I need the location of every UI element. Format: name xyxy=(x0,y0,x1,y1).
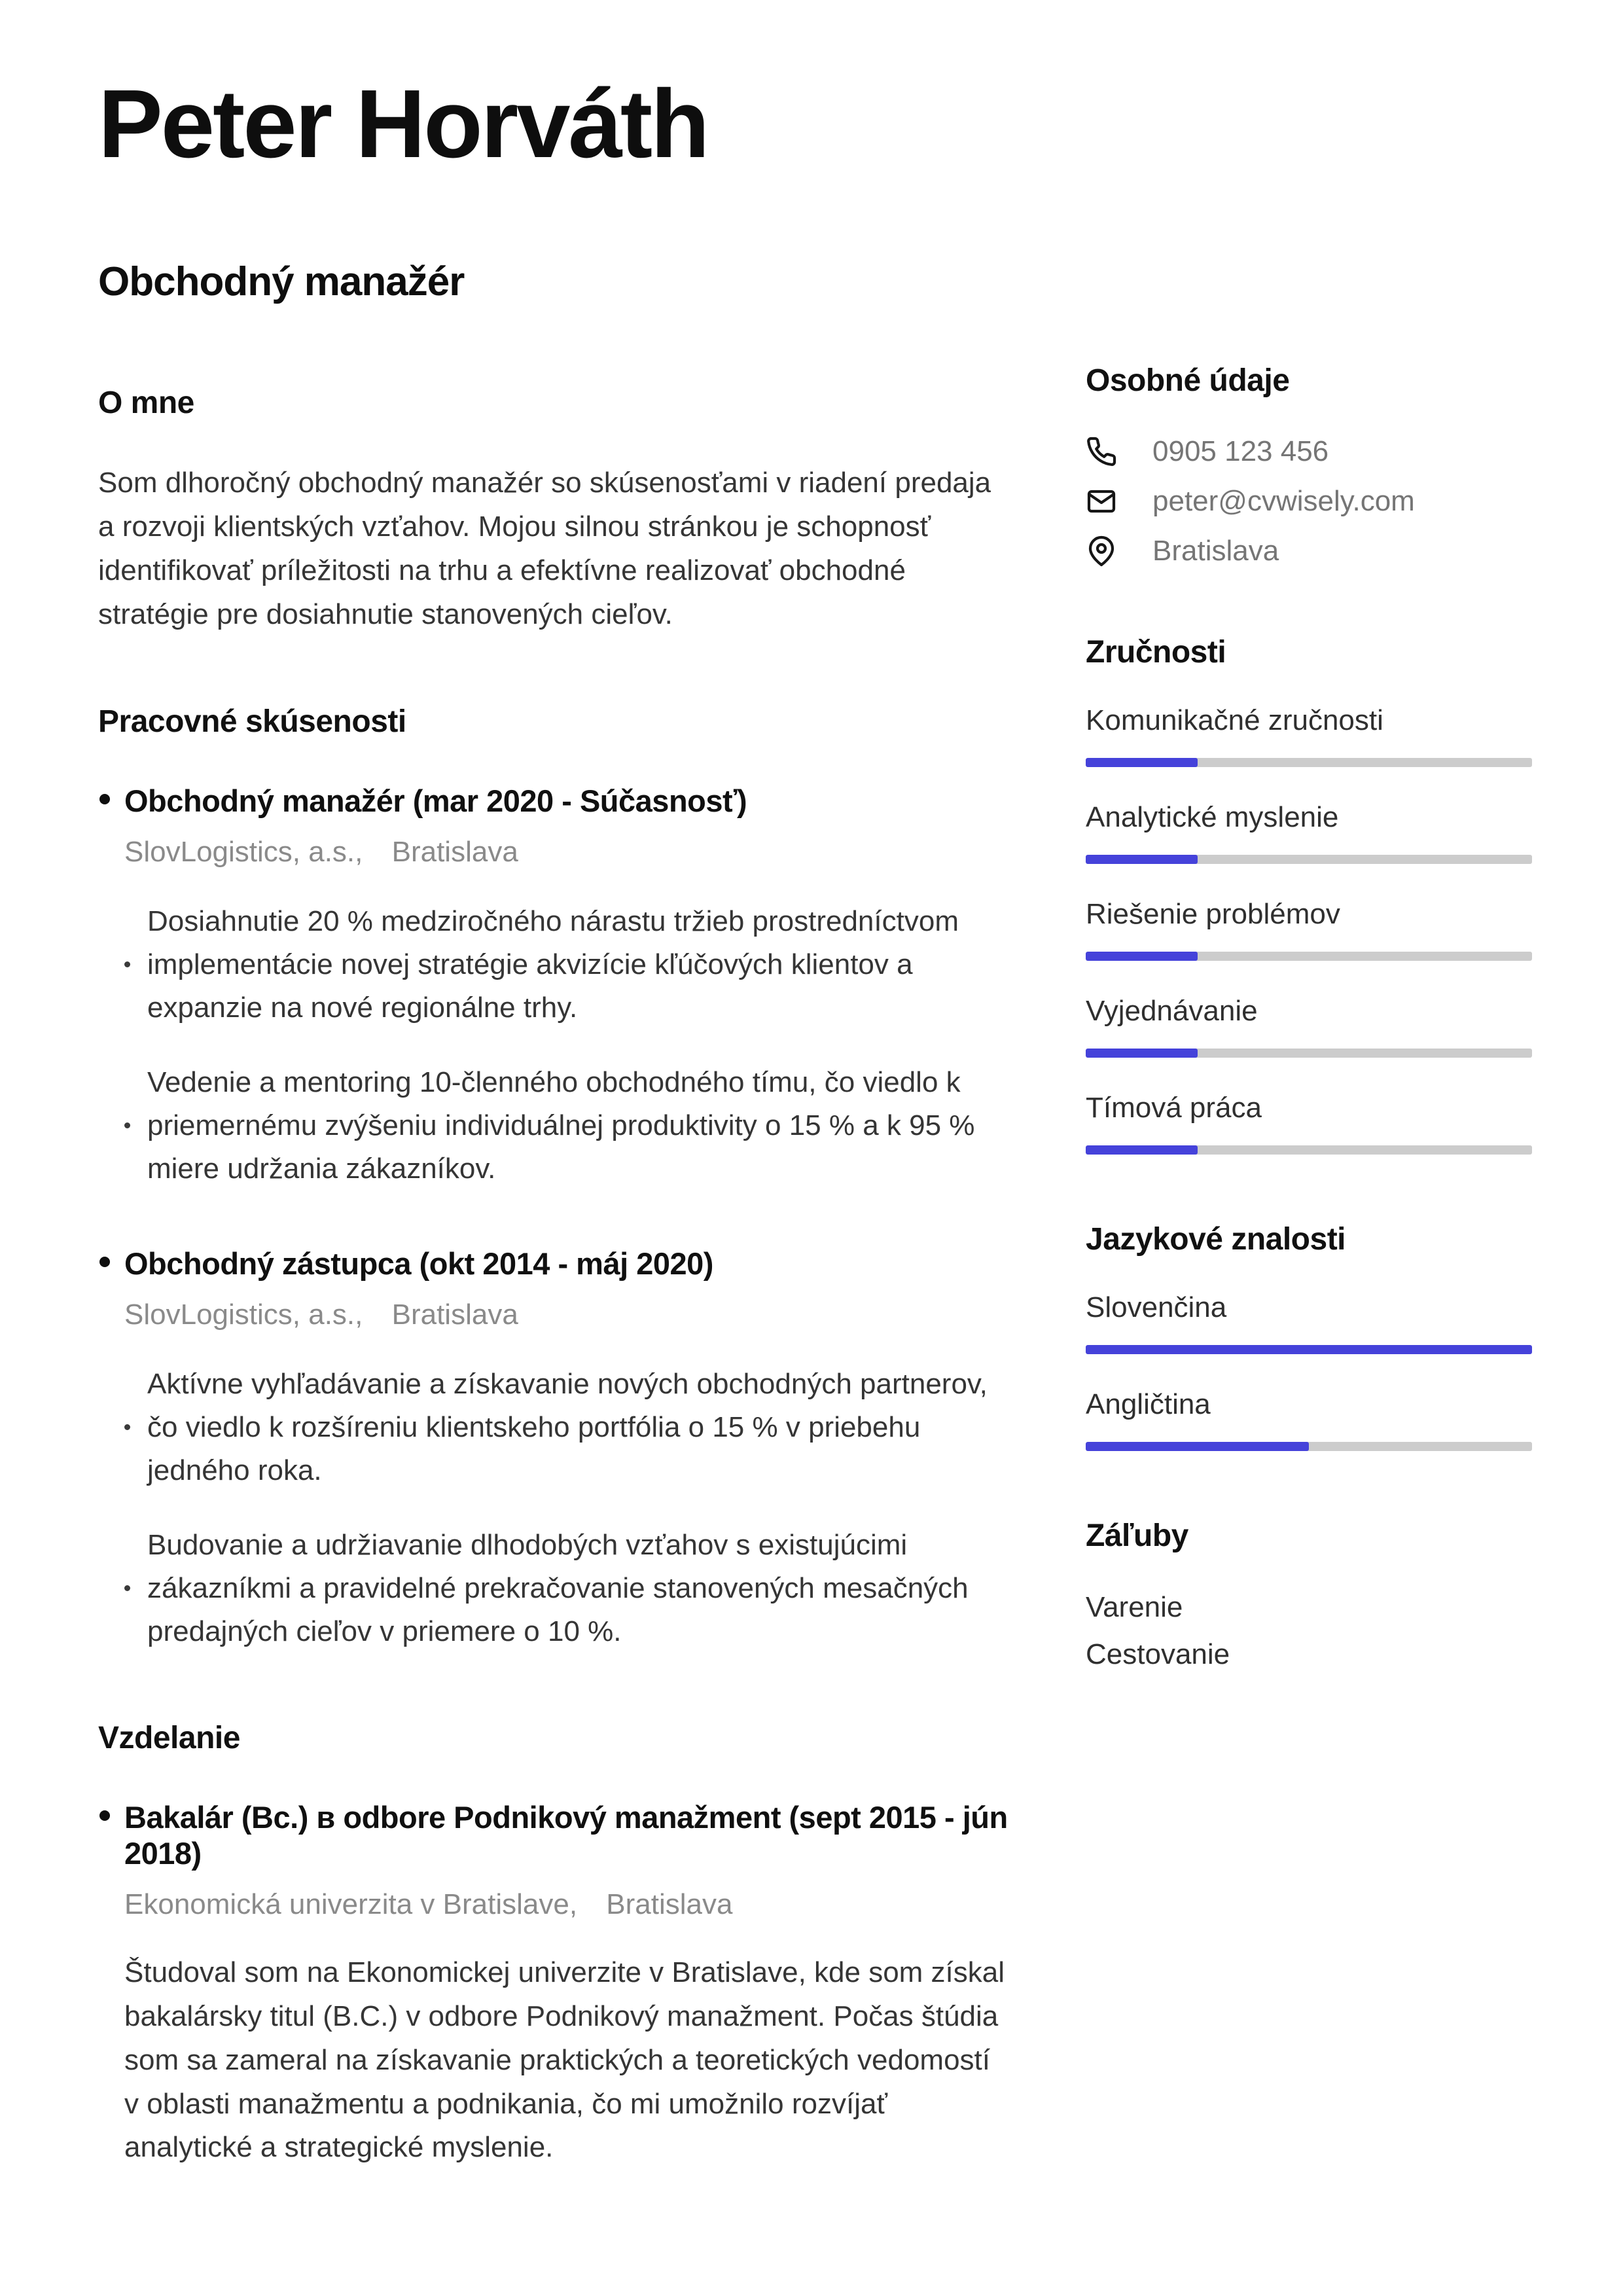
job-location: Bratislava xyxy=(391,835,518,868)
skill-label: Analytické myslenie xyxy=(1086,801,1339,834)
language-progress-track xyxy=(1086,1442,1532,1451)
skill-progress-fill xyxy=(1086,855,1198,864)
job-title xyxy=(124,783,1008,819)
job-bullet-text: Budovanie a udržiavanie dlhodobých vzťahov s existujúcimi zákazníkmi a pravidelné prekračovanie stanovených mesačných predajných cieľov v priemere o 10 %. xyxy=(147,1528,969,1647)
language-progress-fill xyxy=(1086,1345,1532,1354)
sidebar-column xyxy=(1086,363,1532,1677)
job-meta xyxy=(124,1299,1008,1331)
section-education xyxy=(98,1720,1008,2170)
language-label: Angličtina xyxy=(1086,1388,1211,1421)
location-pin-icon xyxy=(1086,535,1117,567)
hobbies-heading: Záľuby xyxy=(1086,1518,1188,1554)
skills-heading: Zručnosti xyxy=(1086,635,1226,670)
job-company: SlovLogistics, a.s., xyxy=(124,1298,363,1331)
skill-label: Vyjednávanie xyxy=(1086,995,1258,1028)
section-skills xyxy=(1086,634,1532,1155)
phone-icon xyxy=(1086,436,1117,467)
job-title-text: Obchodný manažér (mar 2020 - Súčasnosť) xyxy=(124,783,747,818)
degree-title-text: Bakalár (Bc.) в odbore Podnikový manažment (sept 2015 - jún 2018) xyxy=(124,1799,1008,1871)
skills-list xyxy=(1086,704,1532,1155)
education-entry xyxy=(98,1799,1008,2170)
hobby-item: Cestovanie xyxy=(1086,1638,1230,1670)
bullet-dot-icon xyxy=(99,1257,110,1267)
job-title xyxy=(124,1246,1008,1282)
skill-progress-fill xyxy=(1086,952,1198,961)
experience-heading: Pracovné skúsenosti xyxy=(98,704,406,739)
education-meta xyxy=(124,1888,1008,1921)
contact-row-email xyxy=(1086,485,1532,518)
job-meta xyxy=(124,836,1008,869)
hobby-item: Varenie xyxy=(1086,1591,1183,1624)
skill-progress-fill xyxy=(1086,1049,1198,1058)
language-progress-fill xyxy=(1086,1442,1309,1451)
contact-list xyxy=(1086,435,1532,567)
phone-value: 0905 123 456 xyxy=(1152,435,1329,468)
section-languages xyxy=(1086,1221,1532,1451)
job-bullet-list xyxy=(124,1363,1008,1653)
bullet-dot-icon xyxy=(99,1810,110,1821)
language-item xyxy=(1086,1388,1532,1451)
section-experience xyxy=(98,704,1008,1653)
job-bullet-text: Vedenie a mentoring 10-členného obchodného tímu, čo viedlo k priemernému zvýšeniu individuálnej produktivity o 15 % a k 95 % miere udržania zákazníkov. xyxy=(147,1066,975,1185)
degree-title xyxy=(124,1799,1008,1871)
location-value: Bratislava xyxy=(1152,535,1279,567)
skill-item xyxy=(1086,704,1532,767)
skill-progress-fill xyxy=(1086,758,1198,767)
skill-progress-track xyxy=(1086,758,1532,767)
education-heading: Vzdelanie xyxy=(98,1720,240,1755)
email-value: peter@cvwisely.com xyxy=(1152,485,1415,518)
mini-bullet-icon xyxy=(124,1122,130,1128)
job-company: SlovLogistics, a.s., xyxy=(124,835,363,868)
skill-label: Riešenie problémov xyxy=(1086,898,1340,931)
section-hobbies xyxy=(1086,1518,1532,1677)
person-job-title: Obchodný manažér xyxy=(98,259,465,305)
skill-progress-track xyxy=(1086,1049,1532,1058)
languages-heading: Jazykové znalosti xyxy=(1086,1222,1346,1257)
job-bullet xyxy=(124,1524,1008,1653)
job-bullet xyxy=(124,1363,1008,1492)
job-bullet xyxy=(124,900,1008,1030)
skill-label: Tímová práca xyxy=(1086,1092,1262,1124)
person-name: Peter Horváth xyxy=(98,70,708,178)
job-bullet-list xyxy=(124,900,1008,1191)
experience-entry xyxy=(98,783,1008,1191)
hobby-list xyxy=(1086,1584,1532,1677)
bullet-dot-icon xyxy=(99,794,110,804)
contact-heading: Osobné údaje xyxy=(1086,363,1290,399)
language-progress-track xyxy=(1086,1345,1532,1354)
main-column xyxy=(98,363,1008,2170)
mini-bullet-icon xyxy=(124,961,130,967)
skill-progress-track xyxy=(1086,1145,1532,1155)
languages-list xyxy=(1086,1291,1532,1451)
mail-icon xyxy=(1086,486,1117,517)
job-title-text: Obchodný zástupca (okt 2014 - máj 2020) xyxy=(124,1246,713,1281)
education-description: Študoval som na Ekonomickej univerzite v Bratislave, kde som získal bakalársky titul (B.C.) v odbore Podnikový manažment. Počas štúdia som sa zameral na získavanie praktických a teoretických vedomostí v oblasti manažmentu a podnikania, čo mi umožnilo rozvíjať analytické a strategické myslenie. xyxy=(124,1956,1005,2164)
experience-entry xyxy=(98,1246,1008,1653)
language-item xyxy=(1086,1291,1532,1354)
skill-label: Komunikačné zručnosti xyxy=(1086,704,1383,737)
section-contact xyxy=(1086,363,1532,567)
job-bullet-text: Dosiahnutie 20 % medziročného nárastu tržieb prostredníctvom implementácie novej stratégie akvizície kľúčových klientov a expanzie na nové regionálne trhy. xyxy=(147,905,959,1024)
section-about xyxy=(98,385,1008,637)
skill-progress-fill xyxy=(1086,1145,1198,1155)
contact-row-phone xyxy=(1086,435,1532,468)
education-location: Bratislava xyxy=(606,1888,733,1920)
content-columns xyxy=(98,363,1532,2170)
contact-row-location xyxy=(1086,535,1532,567)
about-heading: O mne xyxy=(98,386,194,421)
skill-item xyxy=(1086,801,1532,864)
mini-bullet-icon xyxy=(124,1424,130,1430)
skill-progress-track xyxy=(1086,855,1532,864)
job-bullet-text: Aktívne vyhľadávanie a získavanie nových obchodných partnerov, čo viedlo k rozšíreniu klientskeho portfólia o 15 % v priebehu jedného roka. xyxy=(147,1367,988,1486)
skill-item xyxy=(1086,995,1532,1058)
language-label: Slovenčina xyxy=(1086,1291,1227,1324)
mini-bullet-icon xyxy=(124,1585,130,1591)
skill-progress-track xyxy=(1086,952,1532,961)
about-text: Som dlhoročný obchodný manažér so skúsenosťami v riadení predaja a rozvoji klientských vzťahov. Mojou silnou stránkou je schopnosť identifikovať príležitosti na trhu a efektívne realizovať obchodné stratégie pre dosiahnutie stanovených cieľov. xyxy=(98,467,991,631)
job-location: Bratislava xyxy=(391,1298,518,1331)
skill-item xyxy=(1086,1092,1532,1155)
skill-item xyxy=(1086,898,1532,961)
education-school: Ekonomická univerzita v Bratislave, xyxy=(124,1888,578,1920)
job-bullet xyxy=(124,1061,1008,1191)
